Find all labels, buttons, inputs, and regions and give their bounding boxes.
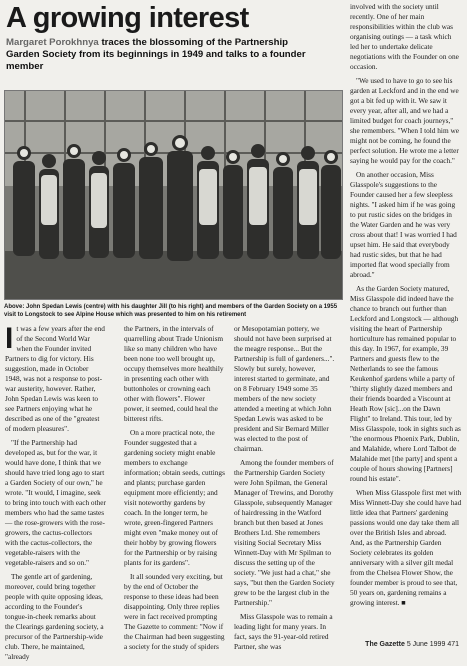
page-footer [365,641,459,648]
paragraph: the Partners, in the intervals of quarrelling about Trade Unionism like so many children who have been none too well brought up, occupy themselves more healthily in presenting each other with buttonholes or crowning each other with flowers". Flower power, it seemed, could heal the bitterest rifts. [124,324,224,423]
group-photograph [4,90,343,300]
paragraph: or Mesopotamian pottery, we should not have been surprised at the meagre response... But the Partnership is full of gardeners...". Slowly but surely, however, interest started to germinate, and on 8 February 1949 some 35 members of the new society attended a meeting at which John Spedan Lewis was asked to be president and Sir Bernard Miller was elected to the post of chairman. [234,324,335,453]
paragraph: As the Garden Society matured, Miss Glasspole did indeed have the chance to branch out further than Leckford and Longstock — although visiting the heart of Partnership horticulture has remained popular to this day. In 1967, for example, 39 Partners and guests flew to the Netherlands to see the famous Keukenhof gardens while a party of "thirty slightly dazed members and their friends boarded a Viscount at Heath Row [sic]...on the Dawn Flight" to Ireland. This tour, led by Miss Glasspole, took in sights such as "the enormous Phoenix Park, Dublin, and Malahide, where Lord Talbot de Malahide met [the party] and spent a couple of hours showing [Partners] round his estate". [350,284,461,483]
page-number: 471 [447,641,459,648]
paragraph: When Miss Glasspole first met with Miss Winnett-Day she could have had little idea that Partners' gardening passions would one day take them all over the British Isles and abroad. And, as the Partnership Garden Society celebrates its golden anniversary with a silver gilt medal from the Chelsea Flower Show, the founder member is proud to see that, 50 years on, gardening remains a growing interest. ■ [350,488,462,607]
byline: Margaret Porokhnya [6,37,99,48]
paragraph: "If the Partnership had developed as, but for the war, it would have done, I think that we should have tried long ago to start a Garden Society of our own," he wrote. "It would, I imagine, seek to bring into touch with each other members who had the same tastes — the rose-growers with the rose-growers, the cactus-collectors with the cactus-collectors, the vegetable-raisers with the vegetable-raisers and so on." [5,438,106,567]
article-column-4 [350,2,462,612]
article-column-2 [124,324,225,656]
drop-cap: I [5,322,14,355]
standfirst [6,37,306,73]
photo-caption: Above: John Spedan Lewis (centre) with his daughter Jill (to his right) and members of the Garden Society on a 1955 visit to Longstock to see Alpine House which was presented to him on his retirement [4,304,338,318]
paragraph-text: t was a few years after the end of the Second World War when the Founder invited Partners to dig for victory. His suggestion, made in October 1948, was not a response to post-war austerity, however. Rather, John Spedan Lewis was keen to see Partners enjoying what he described as one of the "greatest of modern pleasures". [5,324,105,433]
paragraph: It all sounded very exciting, but by the end of October the response to these ideas had been disappointing. Only three replies were in fact received prompting The Gazette to comment: "Now if the Chairman had been suggesting a society for the study of spiders [124,572,225,651]
paragraph: "We used to have to go to see his garden at Leckford and in the end we got a bit fed up with it. We saw it every year, after all, and we had a limited budget for coach journeys," she remembers. "When I told him we might not be coming, he found the perfect solution. He wrote me a letter saying he would pay for the coach." [350,76,459,165]
paragraph: The gentle art of gardening, moreover, could bring together people with quite opposing ideas, according to the Founder's tongue-in-cheek remarks about the Clearings gardening society, a precursor of the Partnership-wide club. There, he maintained, "already [5,572,104,661]
paragraph: On a more practical note, the Founder suggested that a gardening society might enable members to exchange information; obtain seeds, cuttings and plants; purchase garden equipment more efficiently; and visit noteworthy gardens by coach. In the longer term, he wrote, green-fingered Partners might even "make money out of their hobby by growing flowers for the Partnership or by raising plants for its gardens". [124,428,225,567]
paragraph [5,324,106,434]
article-column-3 [234,324,337,656]
standfirst-text: traces the blossoming of the Partnership Garden Society from its beginnings in 1949 and talks to a founder member [6,37,306,72]
publication-name: The Gazette [365,641,405,648]
issue-date: 5 June 1999 [406,641,446,648]
paragraph: involved with the society until recently. One of her main responsibilities within the club was organising outings — a task which led her to undertake delicate negotiations with the Founder on one occasion. [350,2,459,71]
paragraph: Miss Glasspole was to remain a leading light for many years. In fact, says the 91-year-old retired Partner, she was [234,612,333,651]
headline: A growing interest [6,2,249,34]
paragraph: Among the founder members of the Partnership Garden Society were John Spilman, the General Manager of Trewins, and Dorothy Glasspole, subsequently Manager of hairdressing in the Watford branch but then based at Jones Brothers Ltd. She remembers visiting Social Secretary Miss Winnett-Day with Mr Spilman to discuss the setting up of the society. "We just had a chat," she says, "but then the Garden Society grew to be the largest club in the Partnership." [234,458,335,607]
paragraph: On another occasion, Miss Glasspole's suggestions to the Founder caused her a few sleepless nights. "I asked him if he was going to put rustic sides on the bridges in the Water Garden and he was very cross about that! I was worried I had upset him. He said that everybody had rustic sides, but that he had imported flat wood specially from abroad." [350,170,457,279]
article-column-1 [5,324,106,666]
group-photo-image [5,91,342,299]
